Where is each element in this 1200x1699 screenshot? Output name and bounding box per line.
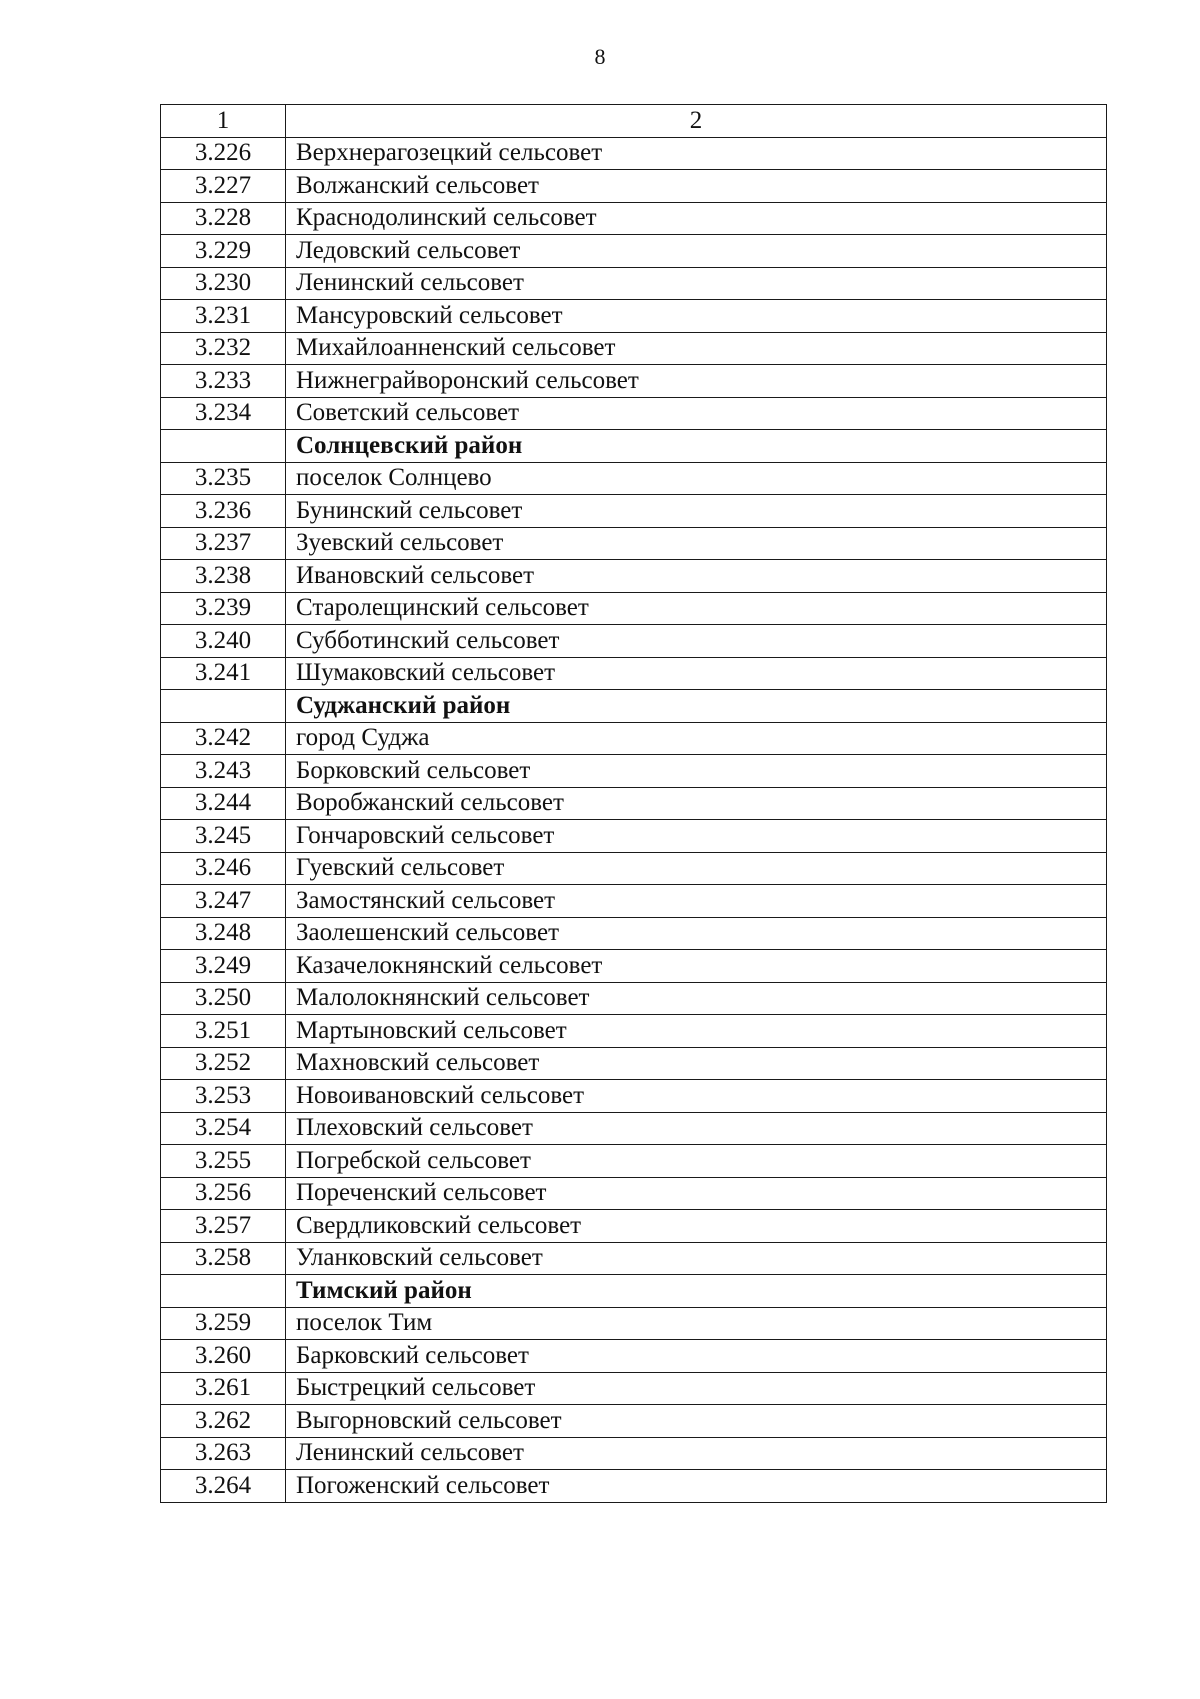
settlement-name-cell: Зуевский сельсовет	[286, 527, 1107, 560]
row-number-cell: 3.253	[161, 1080, 286, 1113]
page-number: 8	[594, 44, 606, 69]
district-name-cell: Солнцевский район	[286, 430, 1107, 463]
settlement-name-cell: Воробжанский сельсовет	[286, 787, 1107, 820]
row-number-cell: 3.262	[161, 1405, 286, 1438]
settlement-name-cell: Погоженский сельсовет	[286, 1470, 1107, 1503]
table-row	[161, 300, 1107, 333]
settlement-name-cell: Ленинский сельсовет	[286, 1437, 1107, 1470]
table-row	[161, 950, 1107, 983]
row-number-cell: 3.239	[161, 592, 286, 625]
settlements-table	[160, 104, 1107, 1503]
district-name-cell: Тимский район	[286, 1275, 1107, 1308]
table-row	[161, 1340, 1107, 1373]
table-row	[161, 527, 1107, 560]
table-row	[161, 365, 1107, 398]
district-name-cell: Суджанский район	[286, 690, 1107, 723]
table-row	[161, 820, 1107, 853]
table-row	[161, 625, 1107, 658]
table-row	[161, 462, 1107, 495]
row-number-cell: 3.248	[161, 917, 286, 950]
table-row	[161, 592, 1107, 625]
row-number-cell: 3.255	[161, 1145, 286, 1178]
settlement-name-cell: Борковский сельсовет	[286, 755, 1107, 788]
settlement-name-cell: Волжанский сельсовет	[286, 170, 1107, 203]
row-number-cell: 3.238	[161, 560, 286, 593]
table-row	[161, 885, 1107, 918]
table-row	[161, 1372, 1107, 1405]
row-number-cell: 3.233	[161, 365, 286, 398]
table-row	[161, 267, 1107, 300]
table-row	[161, 917, 1107, 950]
row-number-cell: 3.240	[161, 625, 286, 658]
table-row	[161, 657, 1107, 690]
row-number-cell: 3.258	[161, 1242, 286, 1275]
settlement-name-cell: Краснодолинский сельсовет	[286, 202, 1107, 235]
row-number-cell: 3.242	[161, 722, 286, 755]
settlement-name-cell: Махновский сельсовет	[286, 1047, 1107, 1080]
table-row	[161, 1307, 1107, 1340]
district-row	[161, 1275, 1107, 1308]
row-number-cell: 3.235	[161, 462, 286, 495]
table-row	[161, 137, 1107, 170]
settlement-name-cell: Шумаковский сельсовет	[286, 657, 1107, 690]
settlement-name-cell: поселок Тим	[286, 1307, 1107, 1340]
row-number-cell: 3.259	[161, 1307, 286, 1340]
settlement-name-cell: Погребской сельсовет	[286, 1145, 1107, 1178]
row-number-cell: 3.260	[161, 1340, 286, 1373]
settlement-name-cell: Старолещинский сельсовет	[286, 592, 1107, 625]
row-number-cell: 3.247	[161, 885, 286, 918]
table-row	[161, 787, 1107, 820]
row-number-cell: 3.230	[161, 267, 286, 300]
settlement-name-cell: Мартыновский сельсовет	[286, 1015, 1107, 1048]
row-number-cell: 3.226	[161, 137, 286, 170]
settlement-name-cell: Плеховский сельсовет	[286, 1112, 1107, 1145]
settlement-name-cell: Нижнеграйворонский сельсовет	[286, 365, 1107, 398]
settlement-name-cell: Казачелокнянский сельсовет	[286, 950, 1107, 983]
settlement-name-cell: Бунинский сельсовет	[286, 495, 1107, 528]
row-number-cell: 3.256	[161, 1177, 286, 1210]
settlement-name-cell: Советский сельсовет	[286, 397, 1107, 430]
settlement-name-cell: Новоивановский сельсовет	[286, 1080, 1107, 1113]
row-number-cell: 3.231	[161, 300, 286, 333]
row-number-cell	[161, 690, 286, 723]
table-row	[161, 1047, 1107, 1080]
settlement-name-cell: Выгорновский сельсовет	[286, 1405, 1107, 1438]
row-number-cell: 3.232	[161, 332, 286, 365]
row-number-cell: 3.251	[161, 1015, 286, 1048]
settlement-name-cell: поселок Солнцево	[286, 462, 1107, 495]
table-row	[161, 1210, 1107, 1243]
table-row	[161, 982, 1107, 1015]
settlement-name-cell: Мансуровский сельсовет	[286, 300, 1107, 333]
row-number-cell: 3.237	[161, 527, 286, 560]
row-number-cell: 3.264	[161, 1470, 286, 1503]
table-row	[161, 1015, 1107, 1048]
row-number-cell: 3.250	[161, 982, 286, 1015]
settlement-name-cell: Замостянский сельсовет	[286, 885, 1107, 918]
table-row	[161, 1080, 1107, 1113]
table-row	[161, 1112, 1107, 1145]
settlement-name-cell: город Суджа	[286, 722, 1107, 755]
settlement-name-cell: Барковский сельсовет	[286, 1340, 1107, 1373]
settlement-name-cell: Пореченский сельсовет	[286, 1177, 1107, 1210]
settlement-name-cell: Гуевский сельсовет	[286, 852, 1107, 885]
table-row	[161, 722, 1107, 755]
table-row	[161, 495, 1107, 528]
table-row	[161, 852, 1107, 885]
table-body	[161, 105, 1107, 1503]
settlement-name-cell: Свердликовский сельсовет	[286, 1210, 1107, 1243]
header-cell-1: 1	[161, 105, 286, 138]
settlement-name-cell: Ледовский сельсовет	[286, 235, 1107, 268]
table-row	[161, 1470, 1107, 1503]
row-number-cell: 3.245	[161, 820, 286, 853]
table-row	[161, 202, 1107, 235]
settlement-name-cell: Быстрецкий сельсовет	[286, 1372, 1107, 1405]
table-row	[161, 332, 1107, 365]
header-cell-2: 2	[286, 105, 1107, 138]
settlement-name-cell: Верхнерагозецкий сельсовет	[286, 137, 1107, 170]
row-number-cell: 3.243	[161, 755, 286, 788]
table-row	[161, 755, 1107, 788]
row-number-cell: 3.228	[161, 202, 286, 235]
table-row	[161, 1177, 1107, 1210]
settlement-name-cell: Михайлоанненский сельсовет	[286, 332, 1107, 365]
settlement-name-cell: Уланковский сельсовет	[286, 1242, 1107, 1275]
row-number-cell	[161, 1275, 286, 1308]
settlement-name-cell: Малолокнянский сельсовет	[286, 982, 1107, 1015]
district-row	[161, 690, 1107, 723]
row-number-cell: 3.241	[161, 657, 286, 690]
table-row	[161, 1405, 1107, 1438]
row-number-cell: 3.252	[161, 1047, 286, 1080]
settlement-name-cell: Заолешенский сельсовет	[286, 917, 1107, 950]
district-row	[161, 430, 1107, 463]
row-number-cell: 3.227	[161, 170, 286, 203]
row-number-cell: 3.246	[161, 852, 286, 885]
row-number-cell: 3.229	[161, 235, 286, 268]
table-row	[161, 1437, 1107, 1470]
table-row	[161, 235, 1107, 268]
row-number-cell: 3.261	[161, 1372, 286, 1405]
table-row	[161, 1242, 1107, 1275]
settlement-name-cell: Ленинский сельсовет	[286, 267, 1107, 300]
row-number-cell: 3.249	[161, 950, 286, 983]
row-number-cell: 3.234	[161, 397, 286, 430]
row-number-cell: 3.254	[161, 1112, 286, 1145]
settlement-name-cell: Ивановский сельсовет	[286, 560, 1107, 593]
table-row	[161, 560, 1107, 593]
table-row	[161, 397, 1107, 430]
settlement-name-cell: Гончаровский сельсовет	[286, 820, 1107, 853]
row-number-cell: 3.236	[161, 495, 286, 528]
table-row	[161, 170, 1107, 203]
table-row	[161, 1145, 1107, 1178]
row-number-cell: 3.244	[161, 787, 286, 820]
table-header-row	[161, 105, 1107, 138]
row-number-cell: 3.263	[161, 1437, 286, 1470]
row-number-cell: 3.257	[161, 1210, 286, 1243]
settlement-name-cell: Субботинский сельсовет	[286, 625, 1107, 658]
row-number-cell	[161, 430, 286, 463]
